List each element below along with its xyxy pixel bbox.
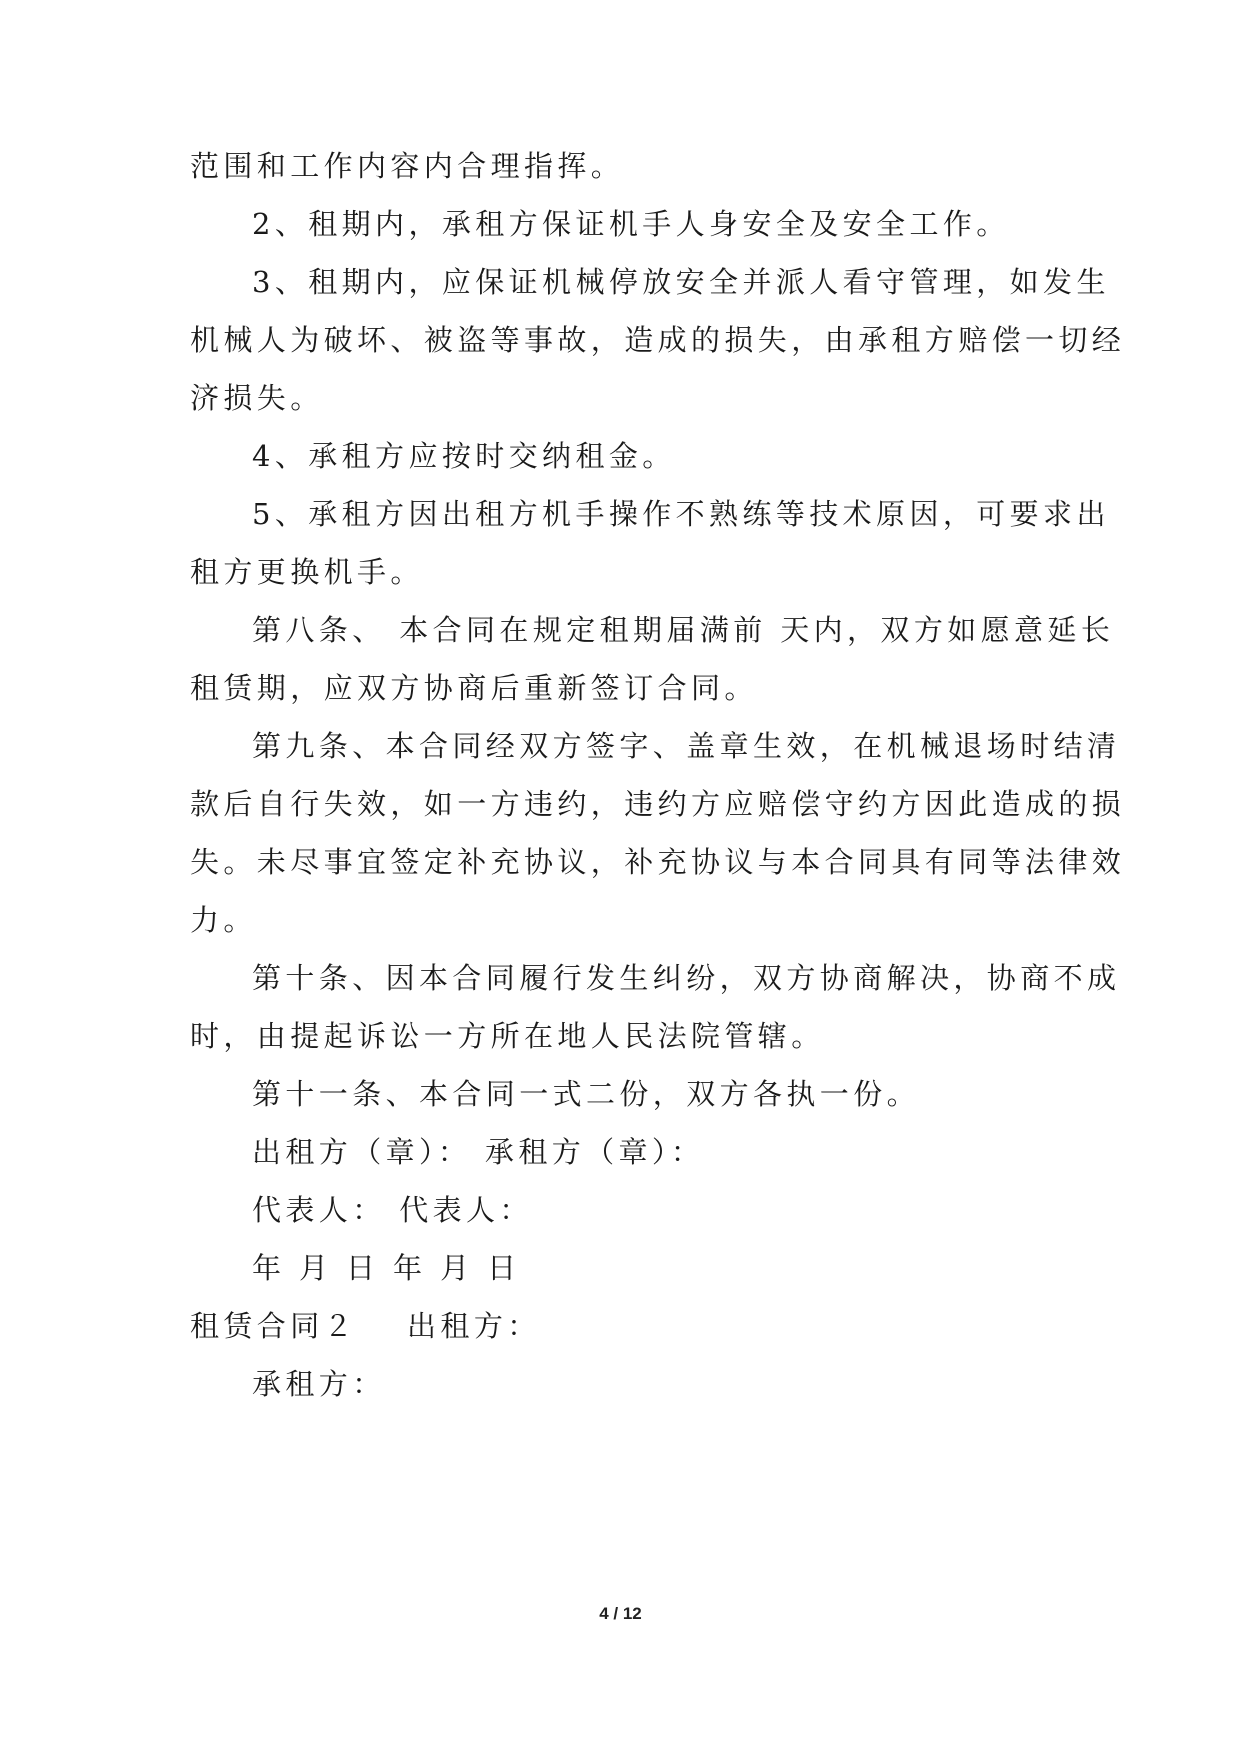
paragraph-line: 租赁期，应双方协商后重新签订合同。 — [190, 671, 758, 705]
paragraph-line: 力。 — [190, 903, 257, 937]
signature-date-line: 年 月 日 年 月 日 — [252, 1251, 521, 1285]
article-11-line: 第十一条、本合同一式二份，双方各执一份。 — [252, 1077, 921, 1111]
paragraph-line: 机械人为破坏、被盗等事故，造成的损失，由承租方赔偿一切经 — [190, 323, 1126, 357]
article-10-line: 第十条、因本合同履行发生纠纷，双方协商解决，协商不成 — [252, 961, 1121, 995]
paragraph-line: 租方更换机手。 — [190, 555, 424, 589]
page-number: 4 / 12 — [599, 1604, 642, 1623]
paragraph-line: 款后自行失效，如一方违约，违约方应赔偿守约方因此造成的损 — [190, 787, 1126, 821]
article-8-line: 第八条、 本合同在规定租期届满前 天内，双方如愿意延长 — [252, 613, 1115, 647]
clause-2-line: 2、租期内，承租方保证机手人身安全及安全工作。 — [252, 207, 1010, 241]
paragraph-line: 济损失。 — [190, 381, 324, 415]
signature-party-line: 出租方（章）： 承租方（章）： — [252, 1135, 705, 1169]
paragraph-line: 失。未尽事宜签定补充协议，补充协议与本合同具有同等法律效 — [190, 845, 1126, 879]
signature-representative-line: 代表人： 代表人： — [252, 1193, 533, 1227]
article-9-line: 第九条、本合同经双方签字、盖章生效，在机械退场时结清 — [252, 729, 1121, 763]
clause-5-line: 5、承租方因出租方机手操作不熟练等技术原因，可要求出 — [252, 497, 1110, 531]
clause-3-line: 3、租期内，应保证机械停放安全并派人看守管理，如发生 — [252, 265, 1110, 299]
lessee-label: 承租方： — [252, 1367, 386, 1401]
paragraph-line: 时，由提起诉讼一方所在地人民法院管辖。 — [190, 1019, 825, 1053]
section-heading-row — [190, 1306, 541, 1346]
lessor-label: 出租方： — [407, 1309, 541, 1343]
clause-4-line: 4、承租方应按时交纳租金。 — [252, 439, 676, 473]
paragraph-line: 范围和工作内容内合理指挥。 — [190, 149, 625, 183]
section-title: 租赁合同２ — [190, 1309, 358, 1343]
